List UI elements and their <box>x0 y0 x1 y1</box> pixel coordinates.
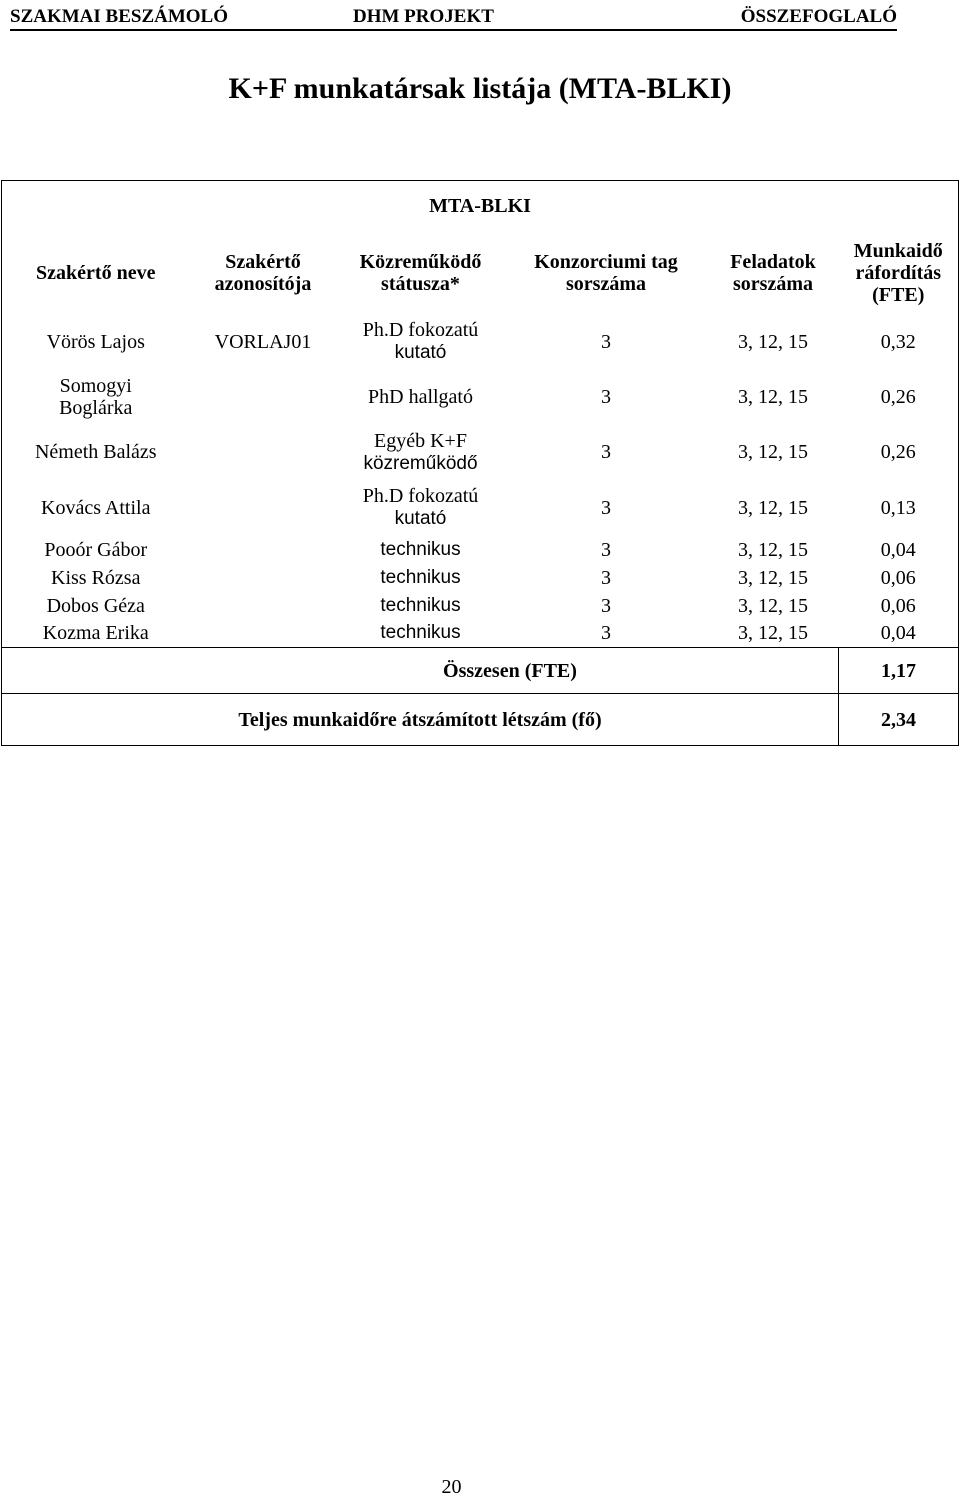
col-header-id: Szakértő azonosítója <box>214 250 312 295</box>
col-header-name: Szakértő neve <box>2 231 190 315</box>
table-row <box>2 315 959 369</box>
cell-fte: 0,13 <box>839 480 959 536</box>
fulltime-row <box>2 694 959 746</box>
total-label: Összesen (FTE) <box>2 648 839 694</box>
cell-tasks: 3, 12, 15 <box>738 496 808 519</box>
header-right: ÖSSZEFOGLALÓ <box>740 6 897 27</box>
cell-id <box>190 425 337 480</box>
cell-status: Ph.D fokozatú kutató <box>362 485 479 529</box>
cell-member: 3 <box>601 330 611 353</box>
cell-status: Egyéb K+F közreműködő <box>363 429 478 474</box>
cell-fte: 0,26 <box>839 369 959 425</box>
cell-name: Kovács Attila <box>2 480 190 536</box>
cell-fte: 0,04 <box>839 620 959 648</box>
table-row <box>2 536 959 564</box>
table-row <box>2 564 959 592</box>
staff-table <box>1 180 959 746</box>
cell-member: 3 <box>601 622 611 645</box>
col-header-fte: Munkaidő ráfordítás (FTE) <box>839 231 959 315</box>
cell-tasks: 3, 12, 15 <box>738 566 808 589</box>
cell-member: 3 <box>601 385 611 408</box>
header-left: SZAKMAI BESZÁMOLÓ <box>10 6 229 27</box>
cell-member: 3 <box>601 496 611 519</box>
cell-tasks: 3, 12, 15 <box>738 622 808 645</box>
cell-name: Németh Balázs <box>2 425 190 480</box>
cell-id <box>190 369 337 425</box>
fulltime-value: 2,34 <box>839 694 959 746</box>
cell-status: technikus <box>380 622 461 644</box>
cell-id <box>190 564 337 592</box>
cell-fte: 0,32 <box>839 315 959 369</box>
cell-fte: 0,06 <box>839 564 959 592</box>
cell-status: technikus <box>380 538 461 560</box>
cell-id <box>190 620 337 648</box>
cell-tasks: 3, 12, 15 <box>738 441 808 463</box>
cell-name: Kiss Rózsa <box>2 564 190 592</box>
cell-fte: 0,06 <box>839 592 959 620</box>
table-row <box>2 592 959 620</box>
table-row <box>2 620 959 648</box>
cell-name: Pooór Gábor <box>2 536 190 564</box>
table-group-row <box>2 181 959 231</box>
total-value: 1,17 <box>839 648 959 694</box>
cell-id: VORLAJ01 <box>214 330 312 353</box>
running-header <box>10 3 897 31</box>
col-header-tasks: Feladatok sorszáma <box>730 250 816 295</box>
cell-member: 3 <box>601 538 611 561</box>
page-title: K+F munkatársak listája (MTA-BLKI) <box>228 72 732 105</box>
table-row <box>2 480 959 536</box>
page-number: 20 <box>441 1476 462 1498</box>
cell-id <box>190 480 337 536</box>
cell-name: Vörös Lajos <box>2 315 190 369</box>
fulltime-label: Teljes munkaidőre átszámított létszám (fő) <box>2 694 839 746</box>
cell-id <box>190 536 337 564</box>
cell-name: Somogyi Boglárka <box>2 369 190 425</box>
cell-status: Ph.D fokozatú kutató <box>362 319 479 363</box>
cell-id <box>190 592 337 620</box>
col-header-status: Közreműködő státusza* <box>359 250 482 295</box>
cell-status: PhD hallgató <box>368 385 473 408</box>
cell-tasks: 3, 12, 15 <box>738 538 808 561</box>
cell-fte: 0,04 <box>839 536 959 564</box>
cell-member: 3 <box>601 594 611 617</box>
table-row <box>2 369 959 425</box>
group-title: MTA-BLKI <box>2 181 959 231</box>
cell-status: technikus <box>380 594 461 616</box>
cell-member: 3 <box>601 441 611 463</box>
table-row <box>2 425 959 480</box>
cell-fte: 0,26 <box>839 425 959 480</box>
cell-status: technikus <box>380 566 461 588</box>
col-header-member: Konzorciumi tag sorszáma <box>534 250 678 295</box>
header-middle: DHM PROJEKT <box>353 6 494 27</box>
total-row <box>2 648 959 694</box>
cell-tasks: 3, 12, 15 <box>738 385 808 408</box>
cell-member: 3 <box>601 566 611 589</box>
cell-name: Dobos Géza <box>2 592 190 620</box>
cell-tasks: 3, 12, 15 <box>738 594 808 617</box>
cell-name: Kozma Erika <box>2 620 190 648</box>
cell-tasks: 3, 12, 15 <box>738 330 808 353</box>
table-header-row <box>2 231 959 315</box>
